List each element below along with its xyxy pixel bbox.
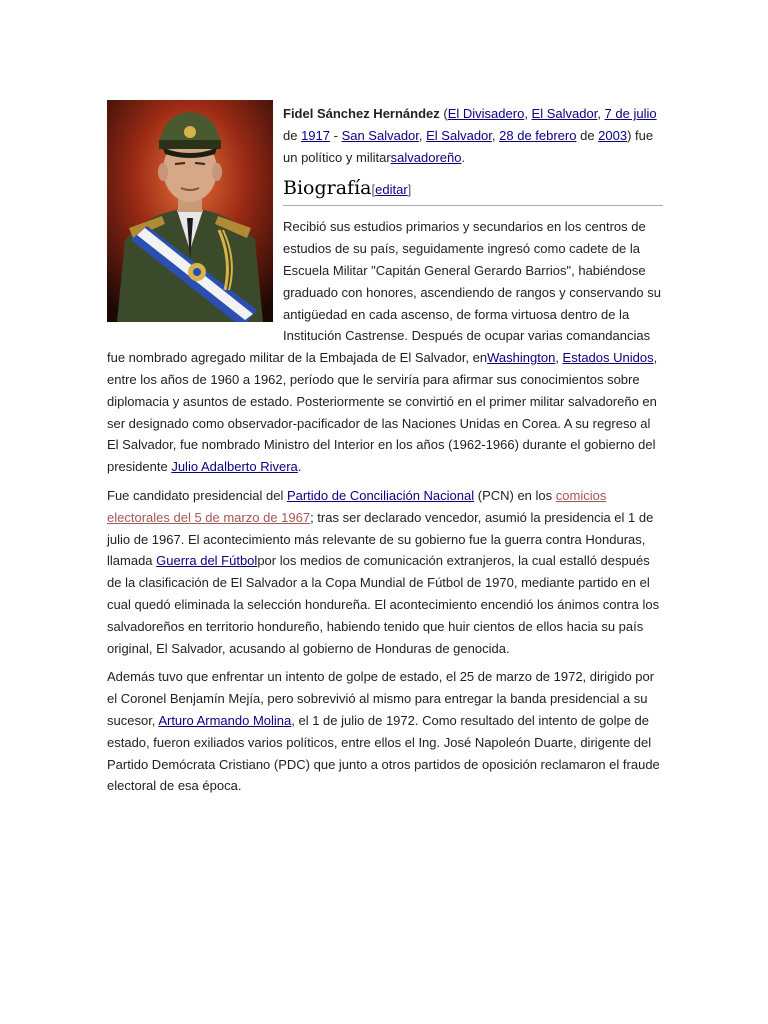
link-arturo-armando-molina[interactable]: Arturo Armando Molina	[158, 712, 292, 728]
link-birth-date[interactable]: 7 de julio	[604, 106, 657, 121]
link-el-salvador-2[interactable]: El Salvador	[426, 127, 492, 143]
paragraph-3: Además tuvo que enfrentar un intento de golpe de estado, el 25 de marzo de 1972, dirigido por el Coronel Benjamín Mejía, pero sobrevivió al mismo para entregar la banda presidencial a su sucesor, Arturo Armando Molina, el 1 de julio de 1972. Como resultado del intento de golpe de estado, fueron exiliados varios políticos, entre ellos el Ing. José Napoleón Duarte, dirigente del Partido Demócrata Cristiano (PDC) que junto a otros partidos de oposición reclamaron el fraude electoral de esa época.	[107, 669, 660, 794]
link-washington[interactable]: Washington	[487, 350, 556, 366]
link-death-date[interactable]: 28 de febrero	[499, 127, 577, 143]
subject-name: Fidel Sánchez Hernández	[283, 106, 440, 121]
link-death-year[interactable]: 2003	[598, 127, 628, 143]
link-estados-unidos[interactable]: Estados Unidos	[562, 350, 654, 366]
link-partido-conciliacion-nacional[interactable]: Partido de Conciliación Nacional	[286, 487, 475, 503]
link-comicios-1967[interactable]: comicios electorales del 5 de marzo de 1967	[107, 487, 607, 525]
section-title: Biografía	[283, 177, 372, 200]
article	[107, 100, 663, 804]
paragraph-1: Recibió sus estudios primarios y secundarios en los centros de estudios de su país, seguidamente ingresó como cadete de la Escuela Militar "Capitán General Gerardo Barrios", habiéndose graduado con honores, ascendiendo de rangos y conservando su antigüedad en cada ascenso, de forma virtuosa dentro de la Institución Castrense. Después de ocupar varias comandancias fue nombrado agregado militar de la Embajada de El Salvador, enWashington, Estados Unidos, entre los años de 1960 a 1962, período que le serviría para afirmar sus conocimientos sobre diplomacia y asuntos de estado. Posteriormente se convirtió en el primer militar salvadoreño en ser designado como observador-pacificador de las Naciones Unidas en Corea. A su regreso al El Salvador, fue nombrado Ministro del Interior en los años (1962-1966) durante el gobierno del presidente Julio Adalberto Rivera.	[107, 219, 661, 475]
edit-section: [editar]	[371, 182, 412, 198]
portrait-image	[107, 100, 273, 322]
link-guerra-del-futbol[interactable]: Guerra del Fútbol	[156, 553, 258, 569]
intro-paragraph: Fidel Sánchez Hernández (El Divisadero, El Salvador, 7 de julio de 1917 - San Salvador, El Salvador, 28 de febrero de 2003) fue un político y militarsalvadoreño.	[283, 106, 657, 165]
link-julio-adalberto-rivera[interactable]: Julio Adalberto Rivera	[171, 459, 298, 475]
link-san-salvador[interactable]: San Salvador	[341, 127, 419, 143]
link-salvadoreno[interactable]: salvadoreño	[390, 149, 462, 165]
paragraph-2: Fue candidato presidencial del Partido de Conciliación Nacional (PCN) en los comicios electorales del 5 de marzo de 1967; tras ser declarado vencedor, asumió la presidencia el 1 de julio de 1967. El acontecimiento más relevante de su gobierno fue la guerra contra Honduras, llamada Guerra del Fútbolpor los medios de comunicación extranjeros, la cual estalló después de la clasificación de El Salvador a la Copa Mundial de Fútbol de 1970, mediante partido en el cual quedó eliminada la selección hondureña. El acontecimiento encendió los ánimos contra los salvadoreños en territorio hondureño, habiendo tenido que huir cientos de ellos hacia su país original, El Salvador, acusando al gobierno de Honduras de genocida.	[107, 487, 660, 656]
link-el-divisadero[interactable]: El Divisadero	[447, 106, 525, 121]
link-birth-year[interactable]: 1917	[301, 127, 330, 143]
section-heading-biografia	[283, 176, 663, 206]
edit-link[interactable]: editar	[375, 182, 408, 198]
link-el-salvador[interactable]: El Salvador	[531, 106, 598, 121]
